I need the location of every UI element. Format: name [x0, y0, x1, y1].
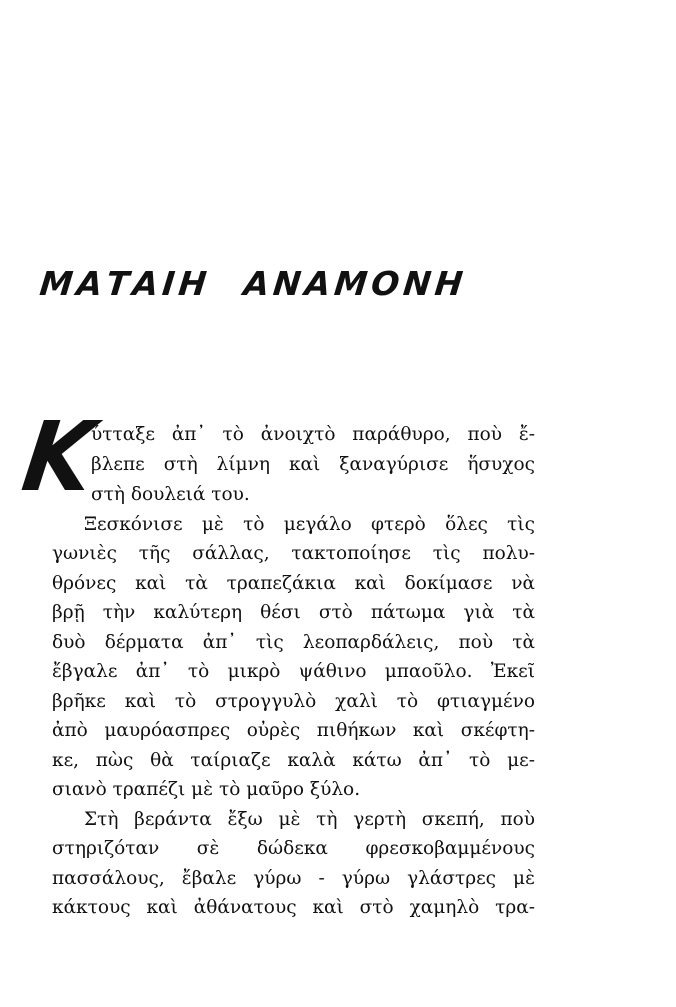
text-line: θρόνες καὶ τὰ τραπεζάκια καὶ δοκίμασε νὰ: [52, 573, 535, 594]
text-line: Ξεσκόνισε μὲ τὸ μεγάλο φτερὸ ὅλες τὶς: [84, 514, 535, 535]
text-line: ἔβγαλε ἀπ᾿ τὸ μικρὸ ψάθινο μπαοῦλο. Ἐκεῖ: [52, 661, 535, 682]
text-line: στηριζόταν σὲ δώδεκα φρεσκοβαμμένους: [52, 838, 535, 859]
text-line: στὴ δουλειά του.: [91, 484, 250, 505]
text-line: βρῆκε καὶ τὸ στρογγυλὸ χαλὶ τὸ φτιαγμένο: [52, 691, 535, 712]
text-line: ἀπὸ μαυρόασπρες οὐρὲς πιθήκων καὶ σκέφτη-: [52, 720, 535, 741]
text-line: κε, πὼς θὰ ταίριαζε καλὰ κάτω ἀπ᾿ τὸ με-: [52, 750, 535, 771]
text-line: Στὴ βεράντα ἔξω μὲ τὴ γερτὴ σκεπή, ποὺ: [84, 809, 535, 830]
text-line: κάκτους καὶ ἀθάνατους καὶ στὸ χαμηλὸ τρα-: [52, 897, 535, 918]
text-line: σιανὸ τραπέζι μὲ τὸ μαῦρο ξύλο.: [52, 779, 361, 800]
text-line: δυὸ δέρματα ἀπ᾿ τὶς λεοπαρδάλεις, ποὺ τὰ: [52, 632, 535, 653]
drop-cap: Κ: [16, 401, 101, 513]
text-line: γωνιὲς τῆς σάλλας, τακτοποίησε τὶς πολυ-: [52, 543, 535, 564]
text-line: πασσάλους, ἔβαλε γύρω - γύρω γλάστρες μὲ: [52, 868, 535, 889]
text-line: ύτταξε ἀπ᾿ τὸ ἀνοιχτὸ παράθυρο, ποὺ ἔ-: [91, 424, 535, 445]
text-line: βλεπε στὴ λίμνη καὶ ξαναγύρισε ἥσυχος: [91, 454, 535, 475]
chapter-title: ΜΑΤΑΙΗ ΑΝΑΜΟΝΗ: [37, 264, 469, 303]
text-line: βρῇ τὴν καλύτερη θέσι στὸ πάτωμα γιὰ τὰ: [52, 602, 535, 623]
